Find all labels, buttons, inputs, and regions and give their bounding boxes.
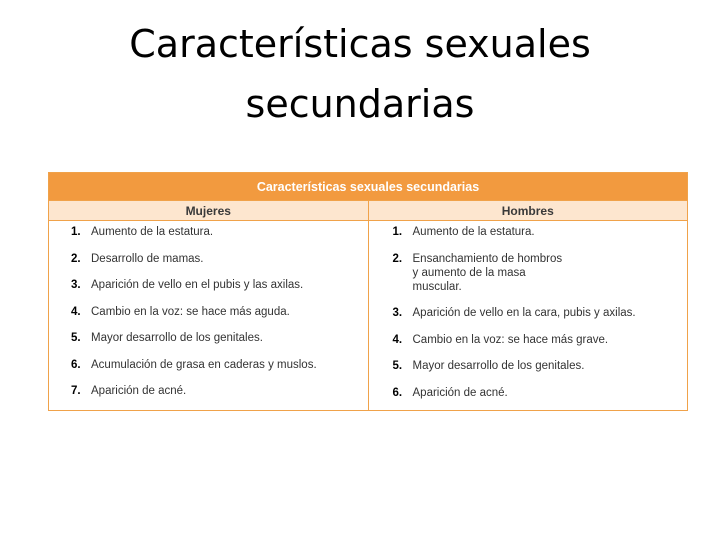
item-text: Aparición de vello en el pubis y las axilas. bbox=[91, 279, 304, 291]
item-text: Aparición de acné. bbox=[91, 385, 187, 397]
item-number: 2. bbox=[392, 252, 403, 265]
list-item bbox=[49, 384, 368, 398]
item-text: Aumento de la estatura. bbox=[412, 226, 535, 238]
item-number: 5. bbox=[71, 332, 81, 344]
table-body-row bbox=[49, 221, 688, 411]
item-text: Mayor desarrollo de los genitales. bbox=[91, 332, 263, 344]
item-text: Aumento de la estatura. bbox=[91, 226, 214, 238]
list-item bbox=[369, 386, 688, 400]
characteristics-table bbox=[48, 172, 688, 411]
list-item bbox=[49, 331, 368, 345]
hombres-list bbox=[369, 225, 688, 400]
item-number: 7. bbox=[71, 385, 81, 397]
list-item bbox=[369, 333, 688, 347]
list-item bbox=[369, 252, 688, 294]
item-number: 4. bbox=[392, 333, 403, 346]
list-item bbox=[49, 305, 368, 319]
item-number: 3. bbox=[392, 307, 403, 319]
item-text: Aparición de vello en la cara, pubis y axilas. bbox=[412, 307, 636, 319]
slide-title bbox=[0, 14, 720, 134]
hombres-cell bbox=[368, 221, 688, 411]
list-item bbox=[49, 358, 368, 372]
slide-title-line-2: secundarias bbox=[245, 82, 475, 126]
item-number: 2. bbox=[71, 252, 81, 265]
item-number: 6. bbox=[71, 358, 81, 371]
column-header-hombres: Hombres bbox=[368, 201, 688, 221]
list-item bbox=[49, 225, 368, 239]
item-text: Cambio en la voz: se hace más aguda. bbox=[91, 305, 290, 318]
column-header-mujeres: Mujeres bbox=[49, 201, 369, 221]
list-item bbox=[369, 359, 688, 373]
item-number: 3. bbox=[71, 279, 81, 291]
list-item bbox=[49, 278, 368, 292]
item-text: Cambio en la voz: se hace más grave. bbox=[412, 333, 609, 346]
item-number: 1. bbox=[71, 226, 81, 238]
mujeres-cell bbox=[49, 221, 369, 411]
list-item bbox=[49, 252, 368, 266]
column-header-row bbox=[49, 201, 688, 221]
item-number: 4. bbox=[71, 305, 81, 318]
list-item bbox=[369, 225, 688, 239]
item-text: Desarrollo de mamas. bbox=[91, 252, 204, 265]
item-number: 5. bbox=[392, 360, 403, 372]
item-number: 6. bbox=[392, 386, 403, 399]
item-text: Mayor desarrollo de los genitales. bbox=[412, 360, 585, 372]
table-title: Características sexuales secundarias bbox=[49, 173, 688, 201]
mujeres-list bbox=[49, 225, 368, 398]
item-number: 1. bbox=[392, 226, 403, 238]
item-text: Acumulación de grasa en caderas y muslos. bbox=[91, 358, 317, 371]
slide-title-line-1: Características sexuales bbox=[129, 22, 591, 66]
item-text: Aparición de acné. bbox=[412, 386, 508, 399]
list-item bbox=[369, 306, 688, 320]
item-text: Ensanchamiento de hombros y aumento de la masa muscular. bbox=[412, 252, 563, 293]
table-title-row bbox=[49, 173, 688, 201]
